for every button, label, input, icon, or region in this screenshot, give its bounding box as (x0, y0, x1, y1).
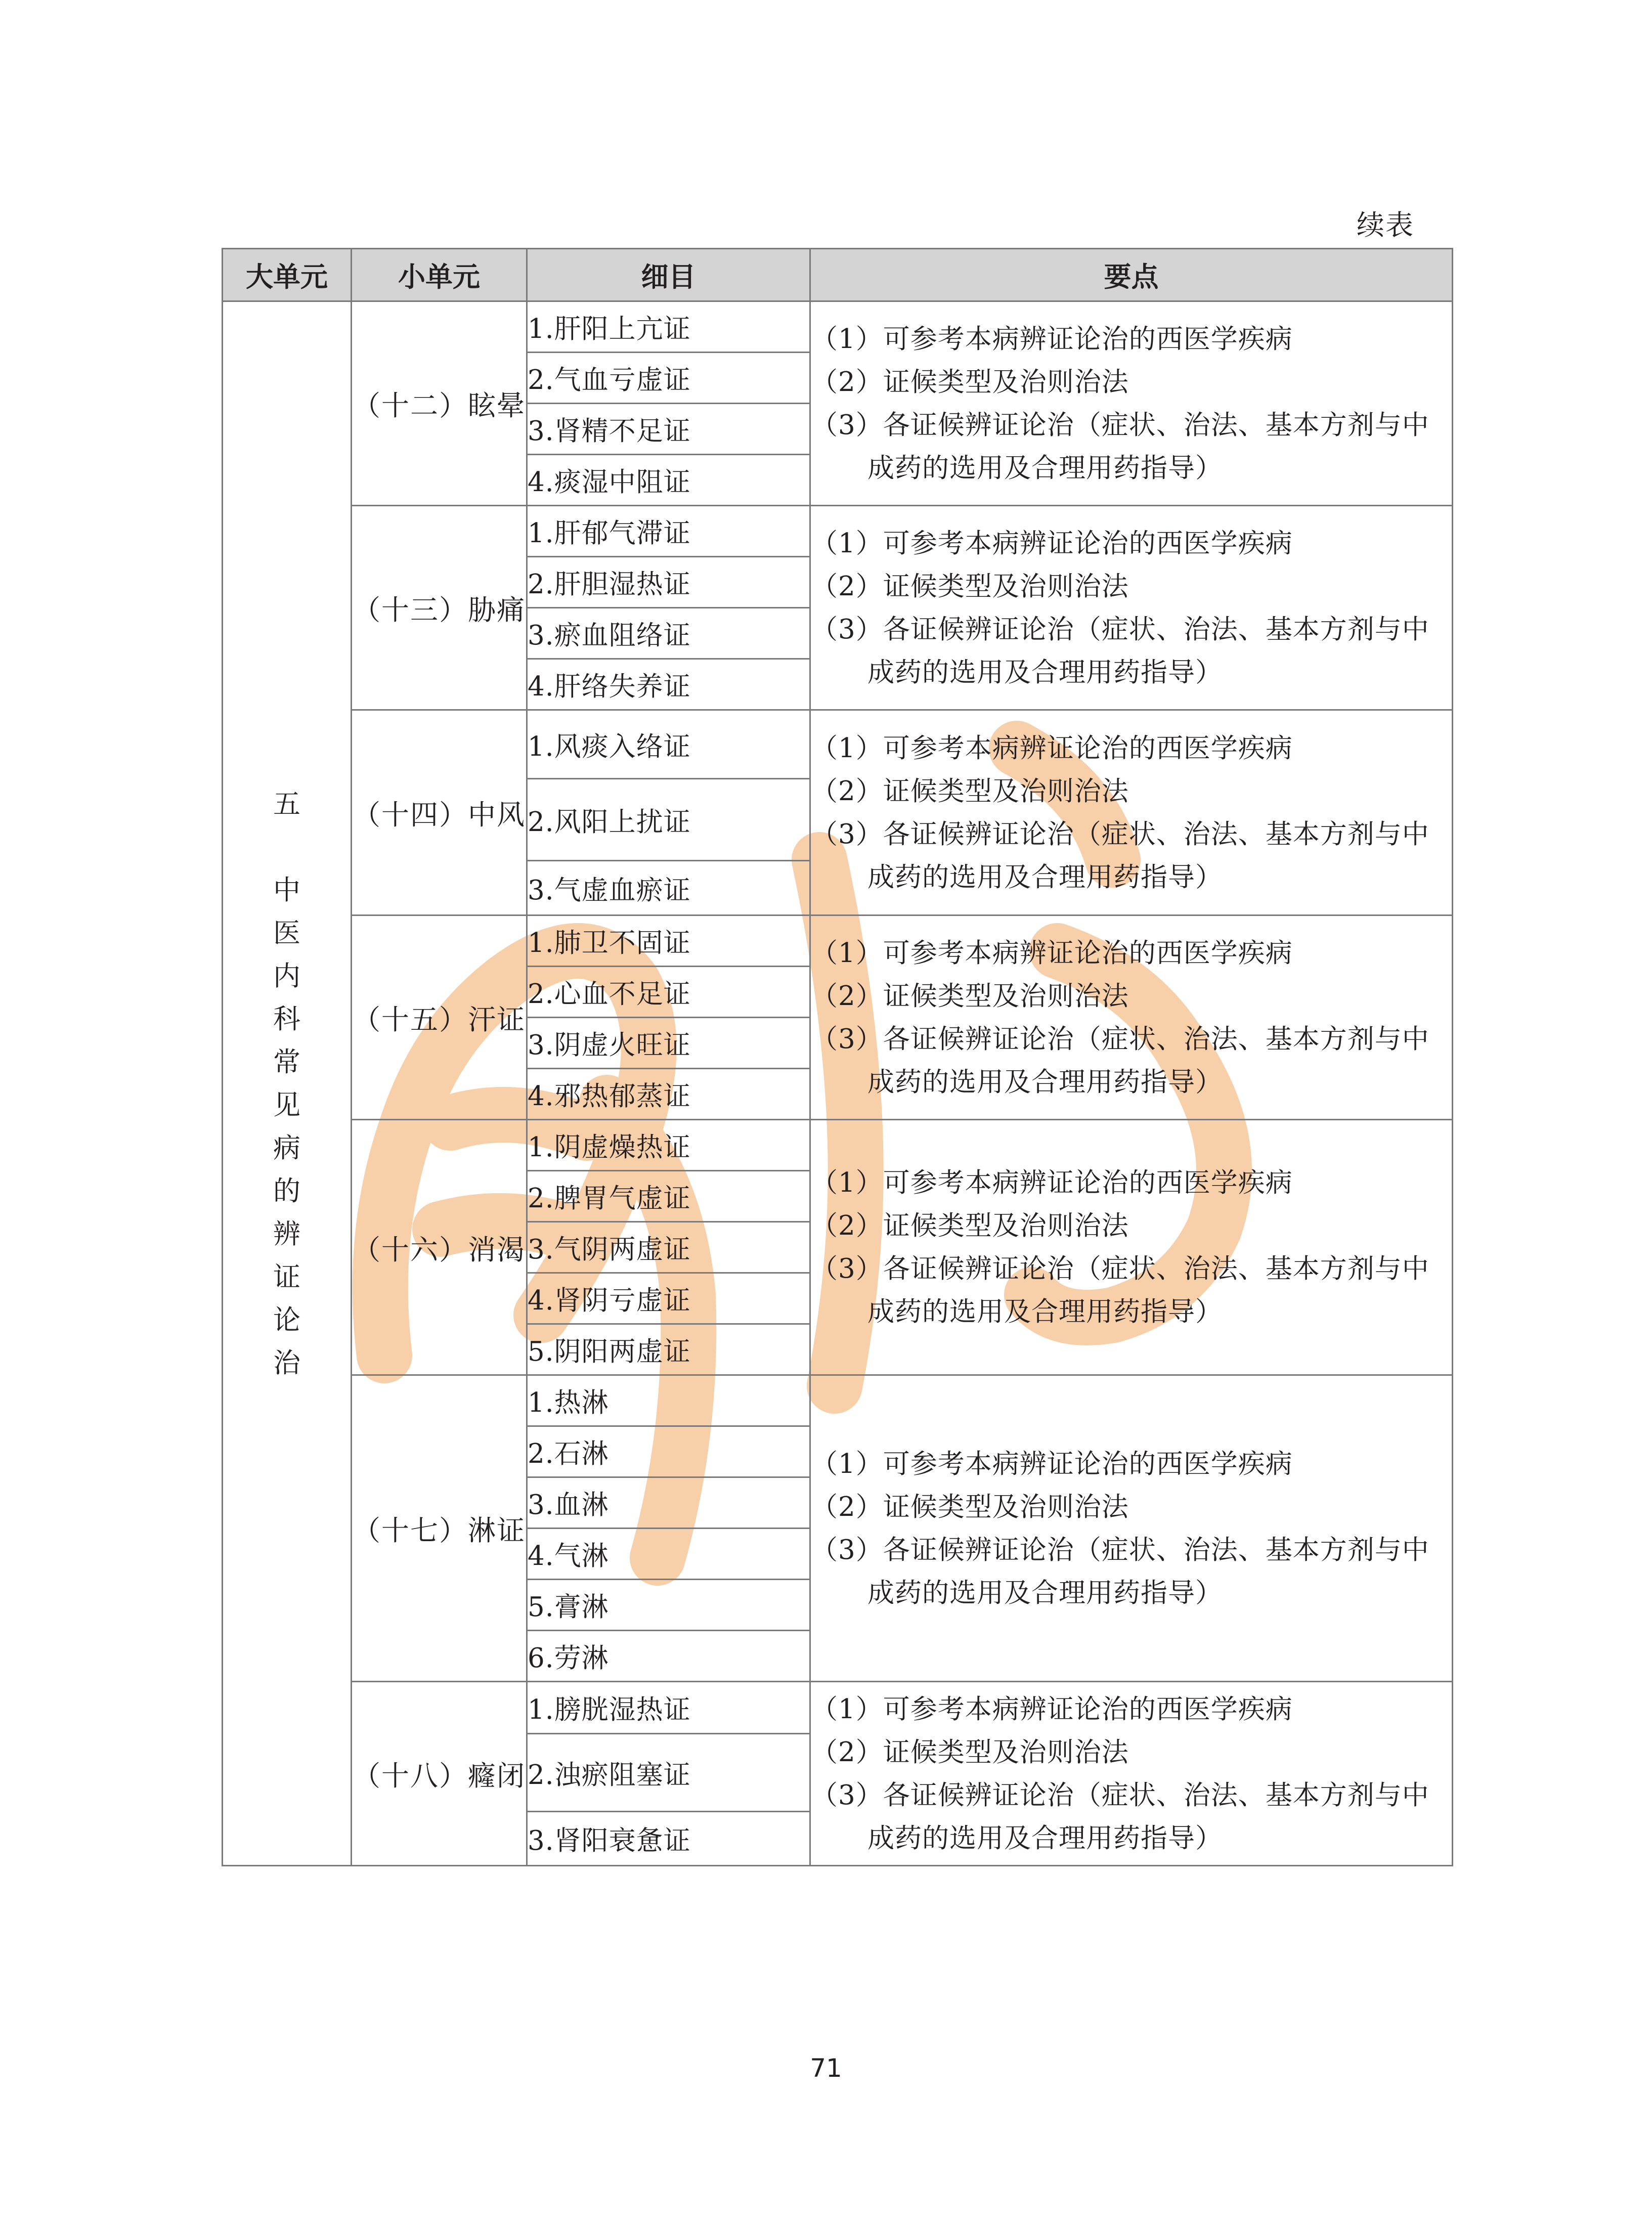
minor-unit-cell: （十三）胁痛 (352, 506, 527, 710)
detail-item-cell: 3.血淋 (527, 1477, 810, 1529)
detail-item-cell: 1.肝郁气滞证 (527, 506, 810, 557)
point-3-continued: 成药的选用及合理用药指导） (867, 657, 1223, 688)
detail-item-cell: 3.气阴两虚证 (527, 1222, 810, 1273)
detail-item-cell: 2.气血亏虚证 (527, 353, 810, 404)
detail-item-cell: 2.肝胆湿热证 (527, 557, 810, 608)
key-points-cell (810, 1682, 1453, 1866)
detail-item-cell: 4.痰湿中阻证 (527, 455, 810, 506)
detail-item-cell: 4.肾阴亏虚证 (527, 1273, 810, 1324)
point-3: （3）各证候辨证论治（症状、治法、基本方剂与中 (811, 1253, 1429, 1284)
detail-item-cell: 1.热淋 (527, 1375, 810, 1426)
point-1: （1）可参考本病辨证论治的西医学疾病 (811, 323, 1293, 355)
point-2: （2）证候类型及治则治法 (811, 1736, 1129, 1768)
point-1: （1）可参考本病辨证论治的西医学疾病 (811, 528, 1293, 559)
point-2: （2）证候类型及治则治法 (811, 980, 1129, 1012)
detail-item-cell: 1.肺卫不固证 (527, 915, 810, 967)
point-2: （2）证候类型及治则治法 (811, 1491, 1129, 1522)
table-row (223, 1682, 1453, 1734)
detail-item-cell: 2.心血不足证 (527, 967, 810, 1018)
page-number: 71 (810, 2054, 842, 2083)
point-1: （1）可参考本病辨证论治的西医学疾病 (811, 1167, 1293, 1198)
header-item: 细目 (527, 249, 810, 301)
detail-item-cell: 3.阴虚火旺证 (527, 1018, 810, 1069)
point-3-continued: 成药的选用及合理用药指导） (867, 1822, 1223, 1854)
point-3: （3）各证候辨证论治（症状、治法、基本方剂与中 (811, 1023, 1429, 1055)
continued-label: 续表 (1356, 209, 1414, 241)
detail-item-cell: 3.肾精不足证 (527, 404, 810, 455)
point-2: （2）证候类型及治则治法 (811, 1210, 1129, 1241)
detail-item-cell: 3.气虚血瘀证 (527, 861, 810, 915)
key-points-cell (810, 301, 1453, 506)
point-2: （2）证候类型及治则治法 (811, 366, 1129, 398)
detail-item-cell: 5.膏淋 (527, 1580, 810, 1631)
detail-item-cell: 2.石淋 (527, 1426, 810, 1477)
detail-item-cell: 4.肝络失养证 (527, 659, 810, 710)
header-row (223, 249, 1453, 301)
point-3: （3）各证候辨证论治（症状、治法、基本方剂与中 (811, 409, 1429, 441)
key-points-cell (810, 506, 1453, 710)
table-row (223, 506, 1453, 557)
detail-item-cell: 3.肾阳衰惫证 (527, 1812, 810, 1866)
detail-item-cell: 6.劳淋 (527, 1631, 810, 1682)
table-row (223, 915, 1453, 967)
minor-unit-cell: （十二）眩晕 (352, 301, 527, 506)
header-key-points: 要点 (810, 249, 1453, 301)
point-3: （3）各证候辨证论治（症状、治法、基本方剂与中 (811, 1779, 1429, 1811)
detail-item-cell: 4.邪热郁蒸证 (527, 1069, 810, 1120)
detail-item-cell: 1.膀胱湿热证 (527, 1682, 810, 1734)
point-2: （2）证候类型及治则治法 (811, 775, 1129, 807)
table-row (223, 1375, 1453, 1426)
detail-item-cell: 4.气淋 (527, 1529, 810, 1580)
point-1: （1）可参考本病辨证论治的西医学疾病 (811, 1448, 1293, 1479)
key-points-cell (810, 710, 1453, 915)
point-3-continued: 成药的选用及合理用药指导） (867, 1577, 1223, 1608)
header-major-unit: 大单元 (223, 249, 352, 301)
syllabus-table (222, 248, 1453, 1866)
point-3: （3）各证候辨证论治（症状、治法、基本方剂与中 (811, 614, 1429, 645)
point-3: （3）各证候辨证论治（症状、治法、基本方剂与中 (811, 818, 1429, 850)
detail-item-cell: 2.浊瘀阻塞证 (527, 1734, 810, 1812)
point-3: （3）各证候辨证论治（症状、治法、基本方剂与中 (811, 1534, 1429, 1565)
key-points-cell (810, 915, 1453, 1120)
minor-unit-cell: （十五）汗证 (352, 915, 527, 1120)
point-2: （2）证候类型及治则治法 (811, 571, 1129, 602)
key-points-cell (810, 1120, 1453, 1375)
point-3-continued: 成药的选用及合理用药指导） (867, 1296, 1223, 1327)
table-row (223, 710, 1453, 779)
minor-unit-cell: （十六）消渴 (352, 1120, 527, 1375)
detail-item-cell: 1.肝阳上亢证 (527, 301, 810, 353)
minor-unit-cell: （十七）淋证 (352, 1375, 527, 1682)
point-1: （1）可参考本病辨证论治的西医学疾病 (811, 937, 1293, 969)
detail-item-cell: 2.脾胃气虚证 (527, 1171, 810, 1222)
point-1: （1）可参考本病辨证论治的西医学疾病 (811, 732, 1293, 764)
detail-item-cell: 5.阴阳两虚证 (527, 1324, 810, 1375)
point-3-continued: 成药的选用及合理用药指导） (867, 1066, 1223, 1098)
major-unit-number: 五 (273, 788, 300, 820)
point-1: （1）可参考本病辨证论治的西医学疾病 (811, 1693, 1293, 1725)
header-minor-unit: 小单元 (352, 249, 527, 301)
point-3-continued: 成药的选用及合理用药指导） (867, 452, 1223, 484)
table-row (223, 1120, 1453, 1171)
minor-unit-cell: （十八）癃闭 (352, 1682, 527, 1866)
detail-item-cell: 2.风阳上扰证 (527, 779, 810, 861)
detail-item-cell: 3.瘀血阻络证 (527, 608, 810, 659)
detail-item-cell: 1.风痰入络证 (527, 710, 810, 779)
table-body (223, 301, 1453, 1866)
minor-unit-cell: （十四）中风 (352, 710, 527, 915)
major-unit-cell (223, 301, 352, 1866)
table-row (223, 301, 1453, 353)
key-points-cell (810, 1375, 1453, 1682)
major-unit-title: 中医内科常见病的辨证论治 (273, 874, 300, 1379)
detail-item-cell: 1.阴虚燥热证 (527, 1120, 810, 1171)
point-3-continued: 成药的选用及合理用药指导） (867, 861, 1223, 893)
